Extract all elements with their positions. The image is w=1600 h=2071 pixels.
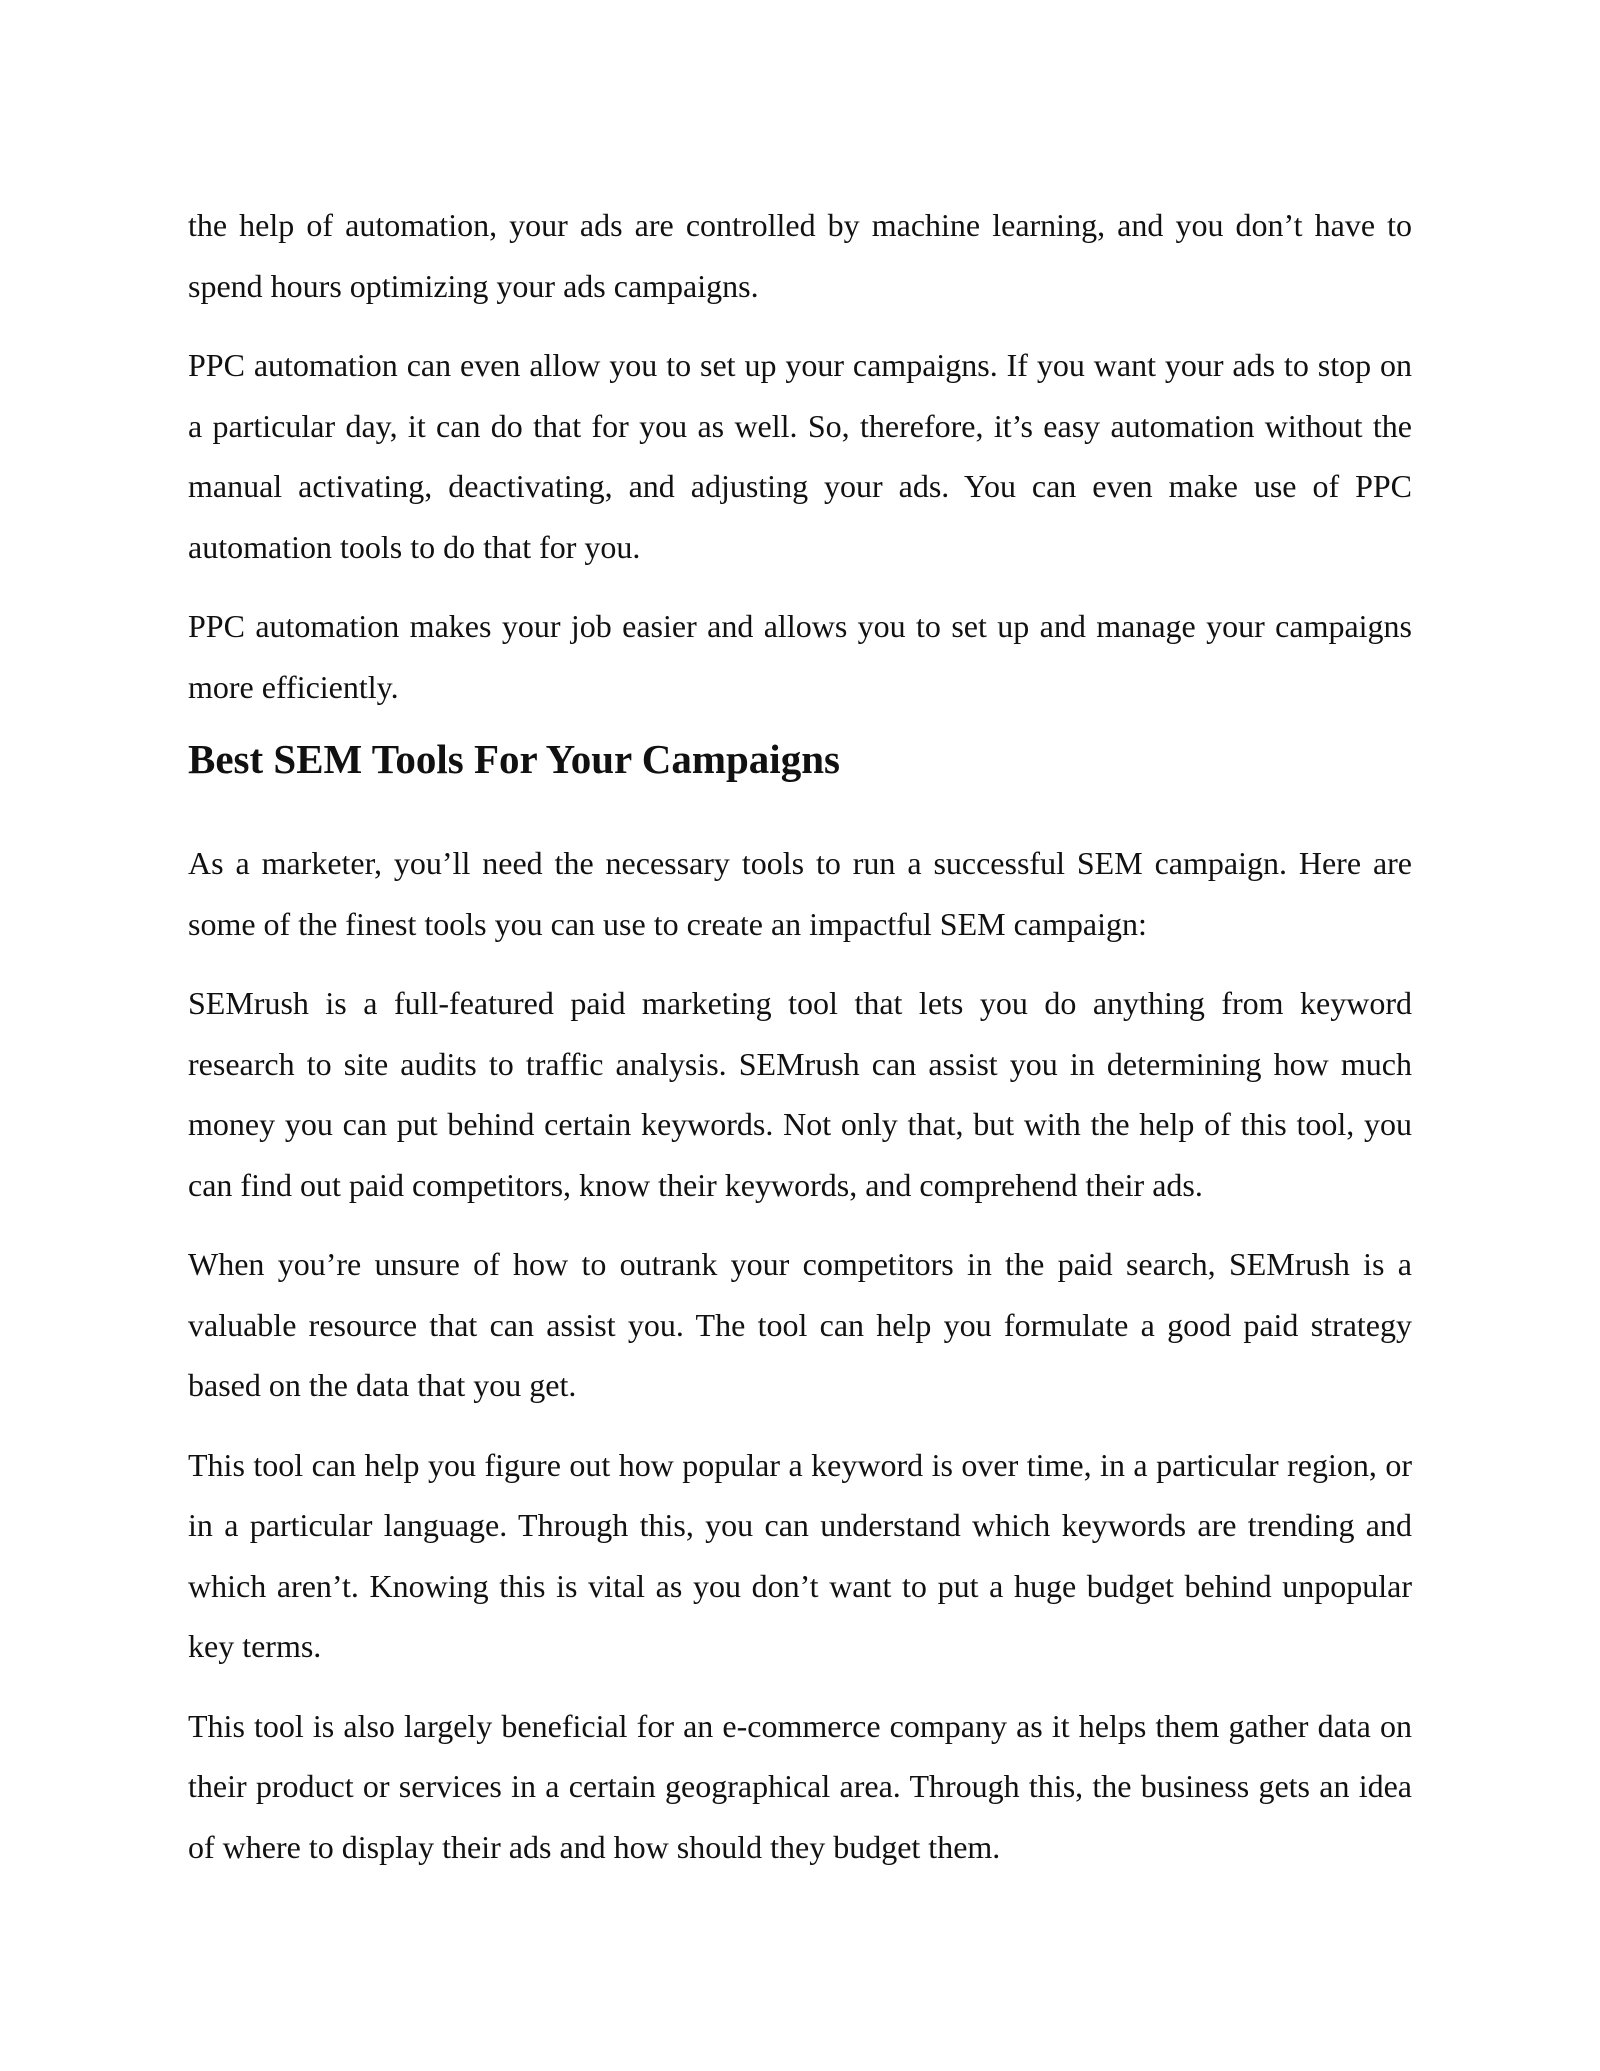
paragraph-ppc-efficiency: PPC automation makes your job easier and allows you to set up and manage your campaigns more efficiently. <box>188 608 1412 705</box>
paragraph-automation-intro: the help of automation, your ads are controlled by machine learning, and you don’t have to spend hours optimizing your ads campaigns. <box>188 207 1412 304</box>
paragraph-keyword-popularity: This tool can help you figure out how popular a keyword is over time, in a particular region, or in a particular language. Through this, you can understand which keywords are trending and which aren’t. Knowing this is vital as you don’t want to put a huge budget behind unpopular key terms. <box>188 1446 1412 1664</box>
section-heading: Best SEM Tools For Your Campaigns <box>188 736 840 782</box>
paragraph-semrush-competitors: When you’re unsure of how to outrank your competitors in the paid search, SEMrush is a valuable resource that can assist you. The tool can help you formulate a good paid strategy based on the data that you get. <box>188 1246 1412 1403</box>
paragraph-marketer-tools: As a marketer, you’ll need the necessary tools to run a successful SEM campaign. Here are some of the finest tools you can use to create an impactful SEM campaign: <box>188 845 1412 942</box>
document-body <box>188 195 1412 1896</box>
paragraph-ecommerce-benefit: This tool is also largely beneficial for an e-commerce company as it helps them gather data on their product or services in a certain geographical area. Through this, the business gets an idea of where to display their ads and how should they budget them. <box>188 1707 1412 1865</box>
paragraph-semrush-overview: SEMrush is a full-featured paid marketing tool that lets you do anything from keyword research to site audits to traffic analysis. SEMrush can assist you in determining how much money you can put behind certain keywords. Not only that, but with the help of this tool, you can find out paid competitors, know their keywords, and comprehend their ads. <box>188 985 1412 1203</box>
paragraph-ppc-setup: PPC automation can even allow you to set up your campaigns. If you want your ads to stop on a particular day, it can do that for you as well. So, therefore, it’s easy automation without the manual activating, deactivating, and adjusting your ads. You can even make use of PPC automation tools to do that for you. <box>188 347 1412 565</box>
